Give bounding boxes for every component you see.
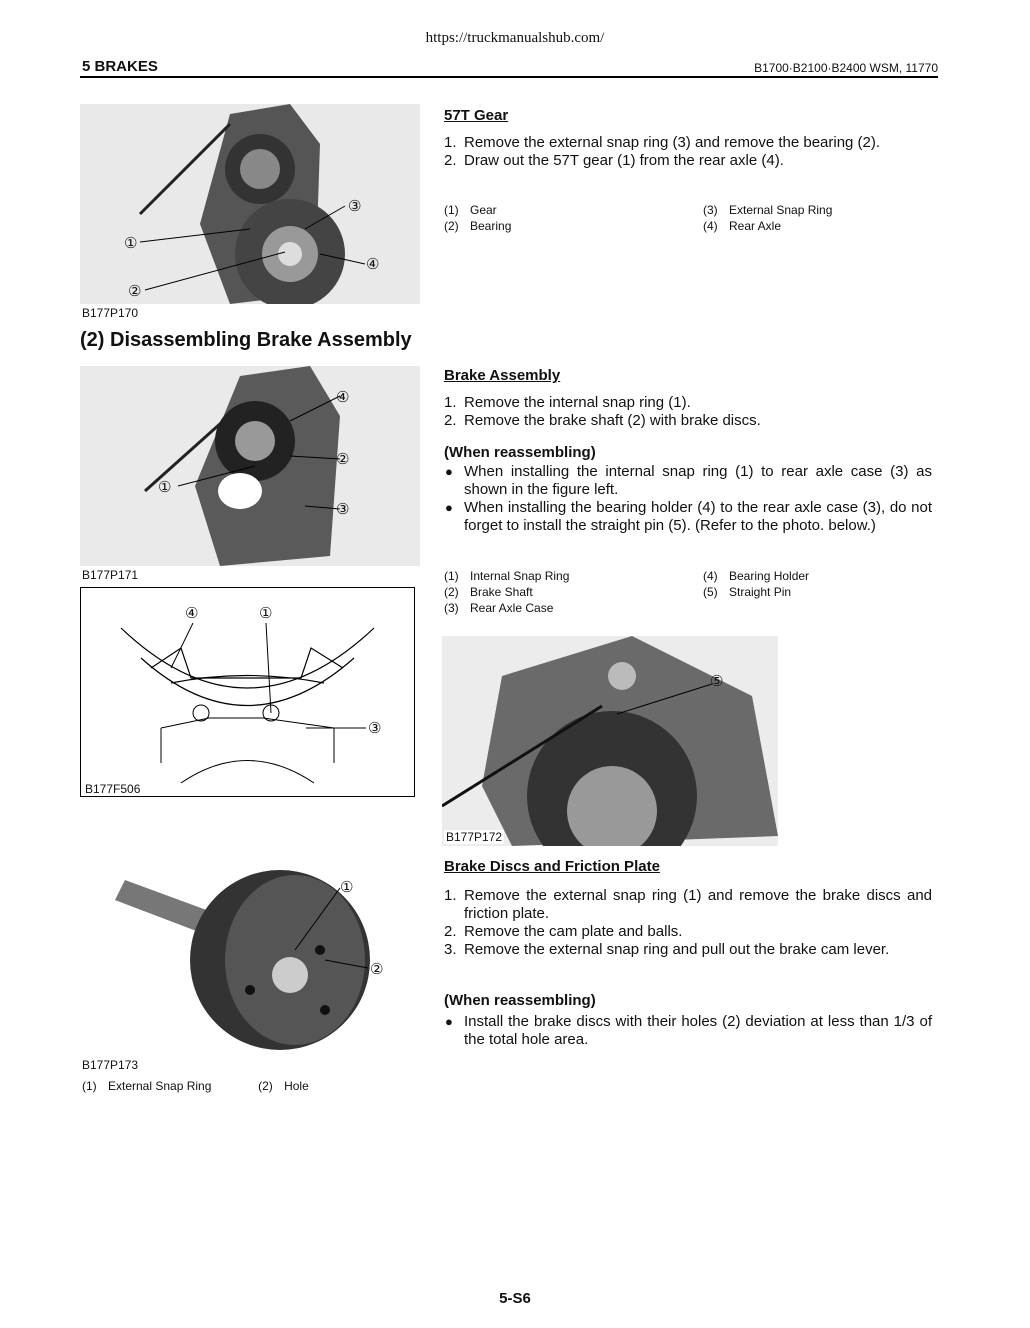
section-title: 5 BRAKES [82,58,158,75]
callout-2: ② [370,961,384,978]
figure-caption: B177P173 [82,1058,139,1072]
note: ● When installing the internal snap ring (1) to rear axle case (3) as shown in the figure left. [445,463,932,498]
source-url: https://truckmanualshub.com/ [425,30,605,46]
step-1: 1. Remove the external snap ring (1) and remove the brake discs and friction plate. [444,887,932,922]
reassembling-heading: (When reassembling) [444,444,596,461]
callout-3: ③ [348,198,362,215]
callout-4: ④ [366,256,380,273]
rear-axle-case-illustration [80,366,420,566]
figure-caption: B177P172 [446,830,503,844]
photo-brake-discs [80,860,420,1060]
step-1: 1. Remove the external snap ring (3) and remove the bearing (2). [444,134,881,151]
step-2: 2. Remove the cam plate and balls. [444,923,683,940]
figure-caption: B177P170 [82,306,139,320]
callout-4: ④ [185,605,199,622]
legend-57t-right: (3) External Snap Ring (4) Rear Axle [703,203,833,233]
photo-brake-assembly [80,366,420,566]
note: ● Install the brake discs with their holes (2) deviation at less than 1/3 of the total hole area. [445,1013,932,1048]
reassembling-notes [444,463,932,535]
legend-brake-discs: (1) External Snap Ring (2) Hole [82,1079,309,1093]
note: ● When installing the bearing holder (4) to the rear axle case (3), do not forget to install the straight pin (5). (Refer to the photo. below.) [445,499,932,534]
legend-57t-left: (1) Gear (2) Bearing [444,203,512,233]
brake-shaft-illustration [80,860,420,1060]
reassembling-heading: (When reassembling) [444,992,596,1009]
heading-brake-assembly: Brake Assembly [444,367,561,384]
callout-1: ① [158,479,172,496]
figure-caption: B177P171 [82,568,139,582]
figure-caption: B177F506 [85,782,141,796]
photo-straight-pin [442,636,778,846]
steps-brake-assembly [444,394,932,430]
callout-2: ② [336,451,350,468]
model-reference: B1700·B2100·B2400 WSM, 11770 [754,61,938,75]
callout-3: ③ [368,720,382,737]
steps-57t-gear [444,134,932,170]
callout-2: ② [128,283,142,300]
callout-5: ⑤ [710,673,724,690]
step-1: 1. Remove the internal snap ring (1). [444,394,691,411]
step-2: 2. Draw out the 57T gear (1) from the rear axle (4). [444,152,784,169]
step-3: 3. Remove the external snap ring and pull out the brake cam lever. [444,941,890,958]
legend-brake-right: (4) Bearing Holder (5) Straight Pin [703,569,810,599]
steps-brake-discs [444,887,932,959]
bearing-holder-illustration [442,636,778,846]
legend-brake-left: (1) Internal Snap Ring (2) Brake Shaft (3) Rear Axle Case [444,569,570,615]
step-2: 2. Remove the brake shaft (2) with brake discs. [444,412,761,429]
page-number: 5-S6 [499,1290,531,1307]
gear-housing-illustration [80,104,420,304]
section-heading: (2) Disassembling Brake Assembly [80,329,412,351]
callout-3: ③ [336,501,350,518]
callout-4: ④ [336,389,350,406]
callout-1: ① [124,235,138,252]
snap-ring-line-drawing [81,588,414,796]
heading-brake-discs: Brake Discs and Friction Plate [444,858,660,875]
heading-57t-gear: 57T Gear [444,107,509,124]
callout-1: ① [340,879,354,896]
header-rule [80,76,938,78]
photo-57t-gear [80,104,420,304]
callout-1: ① [259,605,273,622]
reassembling-notes [444,1013,932,1049]
diagram-snap-ring [80,587,415,797]
